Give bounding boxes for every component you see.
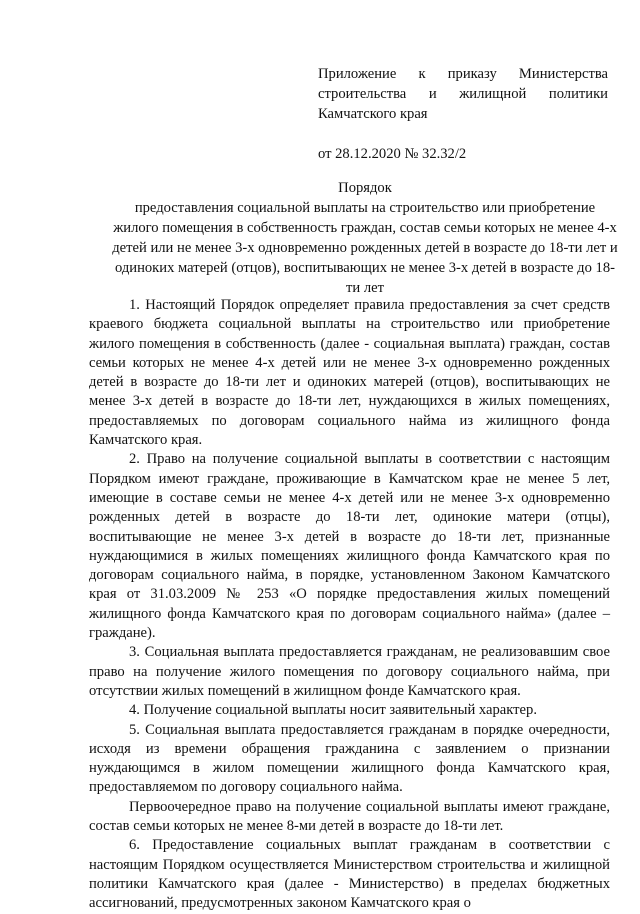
paragraph-2: 2. Право на получение социальной выплаты в соответствии с настоящим Порядком имеют граждане, проживающие в Камчатском крае не менее 5 лет, имеющие в составе семьи не менее 4-х детей или не менее 3-х одновременно рожденных детей в возрасте до 18-ти лет, одинокие матери (отцы), воспитывающие не менее 3-х детей в возрасте до 18-ти лет, признанные нуждающимися в жилых помещениях жилищного фонда Камчатского края по договорам социального найма, в порядке, установленном Законом Камчатского края от 31.03.2009 № 253 «О порядке предоставления жилых помещений жилищного фонда Камчатского края по договорам социального найма» (далее – граждане). <box>89 451 610 642</box>
paragraph-5-continued: Первоочередное право на получение социальной выплаты имеют граждане, состав семьи которых не менее 8-ми детей в возрасте до 18-ти лет. <box>89 798 610 835</box>
paragraph-1: 1. Настоящий Порядок определяет правила предоставления за счет средств краевого бюджета социальной выплаты на строительство или приобретение жилого помещения в собственность (далее - социальная выплата) граждан, состав семьи которых не менее 4-х детей или не менее 3-х одновременно рожденных детей в возрасте до 18-ти лет и одиноких матерей (отцов), воспитывающих не менее 3-х детей в возрасте до 18-ти лет, нуждающихся в жилых помещениях, предоставляемых по договорам социального найма из жилищного фонда Камчатского края. <box>89 297 610 449</box>
title-heading: Порядок <box>338 180 392 196</box>
appendix-text: Приложение к приказу Министерства строительства и жилищной политики Камчатского края <box>318 66 608 122</box>
paragraph-4: 4. Получение социальной выплаты носит заявительный характер. <box>129 702 537 719</box>
paragraph-5: 5. Социальная выплата предоставляется гражданам в порядке очередности, исходя из времени обращения гражданина с заявлением о признании нуждающимся в жилом помещении жилищного фонда Камчатского края, предоставляемом по договору социального найма. <box>89 721 610 796</box>
appendix-header <box>318 64 608 164</box>
document-body <box>89 296 610 914</box>
paragraph-6: 6. Предоставление социальных выплат гражданам в соответствии с настоящим Порядком осуществляется Министерством строительства и жилищной политики Камчатского края (далее - Министерство) в пределах бюджетных ассигнований, предусмотренных законом Камчатского края о <box>89 837 610 912</box>
appendix-date: от 28.12.2020 № 32.32/2 <box>318 146 467 162</box>
document-title <box>112 178 618 298</box>
paragraph-3: 3. Социальная выплата предоставляется гражданам, не реализовавшим свое право на получение жилого помещения по договору социального найма, при отсутствии жилых помещений в жилищном фонде Камчатского края. <box>89 644 610 699</box>
title-subtitle: предоставления социальной выплаты на строительство или приобретение жилого помещения в собственность граждан, состав семьи которых не менее 4-х детей или не менее 3-х одновременно рожденных детей в возрасте до 18-ти лет и одиноких матерей (отцов), воспитывающих не менее 3-х детей в возрасте до 18-ти лет <box>112 200 618 296</box>
